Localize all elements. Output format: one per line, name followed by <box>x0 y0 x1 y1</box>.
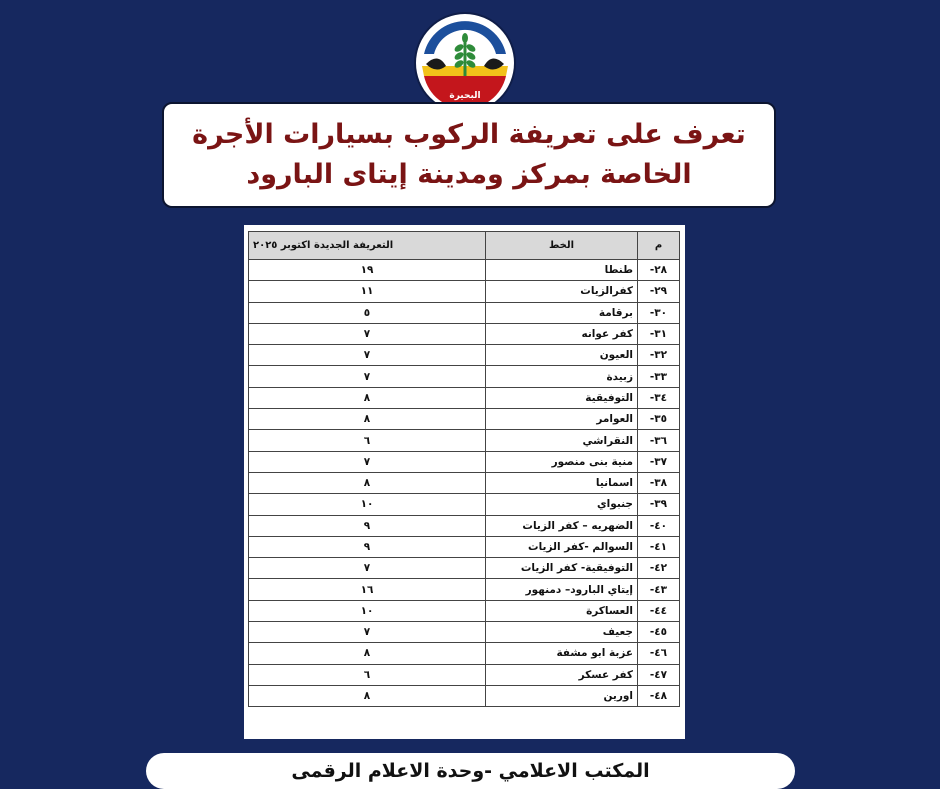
row-number: ٣٤- <box>638 387 680 408</box>
row-line: الضهريه – كفر الزيات <box>486 515 638 536</box>
row-number: ٤٠- <box>638 515 680 536</box>
table-row <box>249 451 680 472</box>
row-fare: ١٩ <box>249 260 486 281</box>
row-number: ٤٧- <box>638 664 680 685</box>
table-row <box>249 260 680 281</box>
row-fare: ١١ <box>249 281 486 302</box>
row-fare: ٧ <box>249 345 486 366</box>
row-fare: ٨ <box>249 685 486 706</box>
row-line: جعيف <box>486 622 638 643</box>
table-row <box>249 558 680 579</box>
row-number: ٣٨- <box>638 472 680 493</box>
row-number: ٣٢- <box>638 345 680 366</box>
row-line: العوامر <box>486 409 638 430</box>
row-line: عزبة ابو مشفة <box>486 643 638 664</box>
row-number: ٢٩- <box>638 281 680 302</box>
table-row <box>249 281 680 302</box>
row-fare: ٧ <box>249 323 486 344</box>
fare-table <box>248 231 680 707</box>
table-row <box>249 430 680 451</box>
column-header-line: الخط <box>486 232 638 260</box>
row-line: اسمانيا <box>486 472 638 493</box>
row-number: ٤١- <box>638 536 680 557</box>
row-fare: ١٠ <box>249 494 486 515</box>
footer-text: المكتب الاعلامي -وحدة الاعلام الرقمى <box>291 760 650 782</box>
logo-text: البحيرة <box>449 91 481 101</box>
table-row <box>249 643 680 664</box>
row-number: ٣٥- <box>638 409 680 430</box>
row-line: النقراشي <box>486 430 638 451</box>
row-number: ٤٣- <box>638 579 680 600</box>
row-line: طنطا <box>486 260 638 281</box>
title-box <box>162 102 776 208</box>
table-row <box>249 387 680 408</box>
column-header-fare: التعريفة الجديدة اكتوبر ٢٠٢٥ <box>249 232 486 260</box>
row-line: السوالم -كفر الزيات <box>486 536 638 557</box>
row-number: ٣٦- <box>638 430 680 451</box>
table-row <box>249 494 680 515</box>
row-fare: ٧ <box>249 451 486 472</box>
table-header-row <box>249 232 680 260</box>
row-fare: ٧ <box>249 366 486 387</box>
row-line: زبيدة <box>486 366 638 387</box>
row-number: ٣٣- <box>638 366 680 387</box>
row-number: ٤٤- <box>638 600 680 621</box>
row-line: كفر عوانه <box>486 323 638 344</box>
row-fare: ٦ <box>249 430 486 451</box>
row-line: العساكرة <box>486 600 638 621</box>
table-row <box>249 685 680 706</box>
row-number: ٢٨- <box>638 260 680 281</box>
row-number: ٤٦- <box>638 643 680 664</box>
row-number: ٣٠- <box>638 302 680 323</box>
page-title-line-1: تعرف على تعريفة الركوب بسيارات الأجرة <box>192 119 746 150</box>
row-number: ٤٢- <box>638 558 680 579</box>
table-row <box>249 345 680 366</box>
row-line: العيون <box>486 345 638 366</box>
fare-document <box>244 225 685 739</box>
row-line: اورين <box>486 685 638 706</box>
column-header-number: م <box>638 232 680 260</box>
governorate-logo <box>416 14 514 112</box>
row-number: ٣١- <box>638 323 680 344</box>
footer-banner <box>146 753 795 789</box>
row-line: التوفيقية <box>486 387 638 408</box>
table-row <box>249 536 680 557</box>
row-number: ٤٥- <box>638 622 680 643</box>
row-fare: ٧ <box>249 622 486 643</box>
row-line: كفر عسكر <box>486 664 638 685</box>
row-fare: ١٦ <box>249 579 486 600</box>
row-line: منية بنى منصور <box>486 451 638 472</box>
row-fare: ٩ <box>249 515 486 536</box>
row-fare: ٥ <box>249 302 486 323</box>
table-row <box>249 515 680 536</box>
row-fare: ٩ <box>249 536 486 557</box>
row-fare: ٨ <box>249 643 486 664</box>
table-row <box>249 409 680 430</box>
row-fare: ١٠ <box>249 600 486 621</box>
table-row <box>249 366 680 387</box>
row-fare: ٨ <box>249 409 486 430</box>
row-fare: ٨ <box>249 387 486 408</box>
table-row <box>249 323 680 344</box>
table-row <box>249 472 680 493</box>
table-row <box>249 600 680 621</box>
row-line: إيتاي البارود– دمنهور <box>486 579 638 600</box>
table-row <box>249 302 680 323</box>
logo-emblem-icon <box>416 14 514 112</box>
row-fare: ٧ <box>249 558 486 579</box>
row-line: التوفيقية- كفر الزيات <box>486 558 638 579</box>
table-row <box>249 664 680 685</box>
row-line: كفرالزيات <box>486 281 638 302</box>
table-row <box>249 622 680 643</box>
row-number: ٤٨- <box>638 685 680 706</box>
row-line: برقامة <box>486 302 638 323</box>
row-line: جنبواي <box>486 494 638 515</box>
row-number: ٣٧- <box>638 451 680 472</box>
row-fare: ٦ <box>249 664 486 685</box>
row-fare: ٨ <box>249 472 486 493</box>
page-title-line-2: الخاصة بمركز ومدينة إيتاى البارود <box>246 159 692 190</box>
row-number: ٣٩- <box>638 494 680 515</box>
table-row <box>249 579 680 600</box>
